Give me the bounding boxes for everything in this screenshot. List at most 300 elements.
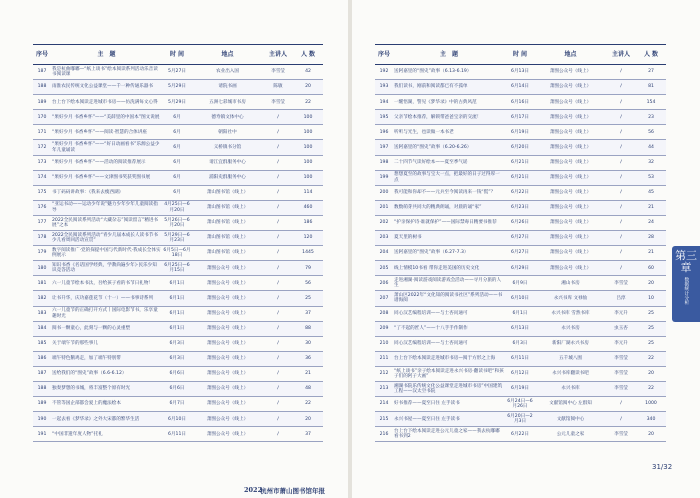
row-title: “果好少月 书香乡怀”——“美薛里的中国本”图文说展 [51,110,162,125]
row-place: 萧图公众号（线上） [192,276,263,291]
row-speaker: 李雪莹 [606,366,636,381]
row-speaker: / [606,200,636,215]
row-count: 25 [636,306,666,321]
header-place: 地点 [535,45,606,65]
table-row [375,231,666,246]
row-title: 二十四节气读好绘本——夏至季气谣 [393,155,505,170]
row-count: 81 [636,80,666,95]
row-speaker: 吕淳 [606,291,636,306]
table-row [375,215,666,230]
row-place: 萧图公众号（线上） [535,95,606,110]
chapter-subtitle: 数据统计分析 [683,277,689,305]
row-number: 190 [33,412,51,427]
table-row [375,276,666,291]
row-count: 21 [636,200,666,215]
row-number: 188 [33,381,51,396]
table-header-row [375,45,666,65]
row-place: 浦阳史群服务中心 [192,170,263,185]
row-title: 听听与光生，也读做一本书老 [393,125,505,140]
row-count: 24 [636,215,666,230]
row-title: “中国非遗年度人物”托礼 [51,427,162,442]
row-count: 56 [636,125,666,140]
row-speaker: / [263,246,293,261]
row-place: 萧图公众号（线上） [535,261,606,276]
row-place: 萧图公众号（线上） [192,351,263,366]
row-time: 5月29日 [162,80,192,95]
row-count: 100 [293,110,323,125]
row-speaker: 李雪莹 [606,427,636,442]
row-number: 180 [33,261,51,276]
table-row [375,185,666,200]
row-time: 6月20日—2月3日 [505,412,535,427]
row-number: 177 [33,215,51,230]
row-count: 56 [293,276,323,291]
table-row [375,366,666,381]
table-row [33,95,323,110]
row-place: 五千城八围 [535,351,606,366]
row-count: 60 [636,261,666,276]
row-count: 79 [293,261,323,276]
row-speaker: / [263,321,293,336]
row-speaker: / [263,200,293,215]
header-count: 人 数 [293,45,323,65]
left-activity-table [33,44,323,442]
row-number: 176 [33,200,51,215]
row-time: 6月27日 [505,246,535,261]
row-place: 萧山图书馆（线上） [192,231,263,246]
row-time: 6月26日 [505,215,535,230]
row-count: 186 [293,215,323,230]
row-speaker: / [606,231,636,246]
row-place: 萧图公众号（线上） [535,155,606,170]
row-speaker: 李元升 [606,336,636,351]
row-count: 30 [293,336,323,351]
row-time: 5月26日—6月20日 [162,215,192,230]
table-row [375,412,666,427]
row-title: 送阿嘉里的“图史”故事（6.20-6.26） [393,140,505,155]
row-speaker: / [263,110,293,125]
row-title: 关于端午节的那些事儿 [51,336,162,351]
table-row [375,170,666,185]
header-title: 主 题 [51,45,162,65]
row-place: 农业出入国 [192,65,263,80]
table-row [375,351,666,366]
table-row [33,155,323,170]
row-place: 萧图公众号（线上） [535,200,606,215]
row-speaker: 李元升 [606,306,636,321]
row-title: 数数萌芽共同大的精典朗诵，对晨的诵“家” [393,200,505,215]
row-number: 201 [375,200,393,215]
row-place: 萧图公众号（线上） [535,65,606,80]
row-time: 6月29日 [505,261,535,276]
row-count: 25 [636,321,666,336]
table-row [375,95,666,110]
row-place: 萧图公众号（线上） [192,366,263,381]
row-speaker: / [263,381,293,396]
row-title: “护亲保护诗·谁就保护”——国际禁毒日精要书推荐 [393,215,505,230]
row-place: 永兴书库 文禄仙 [535,291,606,306]
row-speaker: / [263,261,293,276]
row-count: 48 [293,381,323,396]
row-place: 萧图公众号（线上） [535,80,606,95]
header-title: 主 题 [393,45,505,65]
row-speaker: / [263,306,293,321]
row-title: “亚运书动——运动少年说”魅力少年少年儿童阅读指导 [51,200,162,215]
header-speaker: 主讲人 [606,45,636,65]
row-speaker: / [606,215,636,230]
row-number: 209 [375,321,393,336]
row-number: 215 [375,412,393,427]
row-count: 154 [636,95,666,110]
row-speaker: / [263,351,293,366]
row-number: 186 [33,351,51,366]
row-place: 德寿镇文体中心 [192,110,263,125]
row-place: 萧山图书馆（线上） [192,215,263,230]
table-row [375,291,666,306]
table-row [33,321,323,336]
table-row [33,412,323,427]
row-number: 189 [33,397,51,412]
row-title: 六一儿童节的正确打开方式丨国际电影节书，乐享童趣时光 [51,306,162,321]
row-time: 6月 [162,185,192,200]
row-title: 台上台下绘本阅读走进城市书房——仿洗满每文心得 [51,95,162,110]
row-place: 萧图公众号（线上） [535,231,606,246]
row-time: 6月6日 [162,366,192,381]
table-row [33,261,323,276]
row-place: 五洲七彩城市书房 [192,95,263,110]
row-title: 2022全民阅读系列活动“大藏杂志”阅读留言”精进书展”之本 [51,215,162,230]
row-time: 6月10日 [505,291,535,306]
row-count: 20 [293,80,323,95]
row-number: 183 [33,306,51,321]
row-title: 我们读书，刚前和阅读都已有不孤单 [393,80,505,95]
row-speaker: / [263,427,293,442]
row-number: 173 [33,155,51,170]
table-row [33,246,323,261]
row-time: 6月1日 [505,306,535,321]
row-number: 216 [375,427,393,442]
row-speaker: / [263,185,293,200]
row-title: 同心汉艺编程培训——与士杏问通可 [393,306,505,321]
table-row [375,397,666,412]
row-speaker: / [263,291,293,306]
row-speaker: / [606,170,636,185]
table-header-row [33,45,323,65]
row-number: 182 [33,291,51,306]
row-count: 100 [293,125,323,140]
row-number: 200 [375,185,393,200]
row-count: 28 [636,231,666,246]
table-row [33,306,323,321]
row-title: 书丁码码讲故事：《我来去瘦西湖》 [51,185,162,200]
row-title: 想想夏至的故事与宝大一点，把最好的日子过得厚一点 [393,170,505,185]
row-number: 198 [375,155,393,170]
table-row [375,427,666,442]
row-title: 湘湖书院乐传统文化公益课堂走进城市书房”中国建筑工程——汉太空书院 [393,381,505,396]
row-count: 10 [636,291,666,306]
table-row [375,246,666,261]
row-title: 让书升华，庆功嘉莲花节（十一）——书事诗系列 [51,291,162,306]
table-row [33,200,323,215]
row-number: 171 [33,125,51,140]
row-number: 189 [33,95,51,110]
row-place: 萧山图书馆（线上） [192,200,263,215]
row-title: “果好少月 书香乡怀”——阅读·智慧的合体讲座 [51,125,162,140]
row-title: “果好少月 书香乡怀”——文津图书奖获奖图书展 [51,170,162,185]
row-time: 6月3日 [162,336,192,351]
row-time: 6月24日—6月26日 [505,397,535,412]
row-speaker: / [263,412,293,427]
row-title: 我是杭曲嘟嘟—“纸上谈书”绘本阅读系列活动乐音读书阅读课 [51,65,162,80]
row-number: 194 [375,95,393,110]
row-title: 阅书一颗童心，此刻与一颗的心灵重塑 [51,321,162,336]
row-time: 6月23日 [505,200,535,215]
row-title: 台上台下绘本阅读走进公元儿童之家——我去杭嘟嘟看书到2 [393,427,505,442]
row-count: 20 [636,276,666,291]
footer-year: 2022 [244,486,263,494]
row-number: 172 [33,140,51,155]
row-time: 6月1日 [162,306,192,321]
row-title: 送阿嘉里的“图史”故事（6.13-6.19） [393,65,505,80]
row-number: 199 [375,170,393,185]
row-count: 25 [293,291,323,306]
row-count: 21 [293,366,323,381]
row-title: 雨淮农民传统文化公益课堂——千一种传通乐器书 [51,80,162,95]
row-number: 188 [33,80,51,95]
table-row [33,140,323,155]
row-count: 44 [636,140,666,155]
row-count: 37 [293,306,323,321]
row-time: 5月29日 [162,95,192,110]
row-number: 187 [33,366,51,381]
row-number: 197 [375,140,393,155]
table-row [375,155,666,170]
row-number: 191 [33,427,51,442]
row-place: 文献馆阅中心 [535,412,606,427]
table-row [375,336,666,351]
row-time: 6月19日 [505,381,535,396]
row-place: 请院书画 [192,80,263,95]
row-number: 174 [33,170,51,185]
row-title: 六一儿童节绘本书汰，吾给孩子看的书节日礼物！ [51,276,162,291]
header-no: 序号 [375,45,393,65]
row-speaker: / [263,366,293,381]
row-count: 340 [636,412,666,427]
table-row [33,397,323,412]
table-row [33,231,323,246]
row-number: 187 [33,65,51,80]
row-time: 6月21日 [505,170,535,185]
row-time: 6月14日 [505,80,535,95]
row-number: 212 [375,366,393,381]
row-title: 走进湘湖·阅读游戏阅读游戏会活动——寻月分旅的人生 [393,276,505,291]
row-place: 文献馆阅中心 左群知 [535,397,606,412]
row-speaker: / [606,65,636,80]
row-speaker: 陈敏 [263,80,293,95]
row-count: 100 [293,170,323,185]
row-number: 184 [33,321,51,336]
row-number: 196 [375,125,393,140]
row-place: 萧山图书馆（线上） [192,185,263,200]
header-place: 地点 [192,45,263,65]
row-time: 4月25日—6月20日 [162,200,192,215]
row-count: 20 [293,412,323,427]
row-place: 义桥镇书分馆 [192,140,263,155]
row-place: 萧图公众号（线上） [535,185,606,200]
row-count: 100 [293,155,323,170]
row-place: 萧图公众号（线上） [535,110,606,125]
row-count: 88 [293,321,323,336]
row-place: 萧图公众号（线上） [535,170,606,185]
row-place: 永兴书库翻读书吧 [535,366,606,381]
row-speaker: 李雪莹 [263,65,293,80]
row-speaker: / [606,246,636,261]
row-place: 萧图公众号（线上） [192,427,263,442]
row-count: 22 [636,381,666,396]
row-count: 22 [636,351,666,366]
row-time: 6月 [162,140,192,155]
row-speaker: / [263,155,293,170]
table-row [375,80,666,95]
row-time: 6月13日 [505,65,535,80]
row-time: 6月12日 [505,366,535,381]
row-time: 6月22日 [505,185,535,200]
row-title: 送给我们的“图史”故事（6.6-6.12） [51,366,162,381]
row-time: 6月10日 [162,412,192,427]
row-title: 一起去看《梦华录》之外大宋都的繁华生活 [51,412,162,427]
row-place: 萧图公众号（线上） [535,246,606,261]
row-count: 21 [636,246,666,261]
footer-title: 杭州市萧山图书馆年报 [260,487,325,495]
row-count: 45 [636,185,666,200]
row-speaker: / [606,140,636,155]
table-row [33,80,323,95]
row-time: 6月3日 [162,351,192,366]
row-time: 6月17日 [505,110,535,125]
row-time: 6月 [162,170,192,185]
row-place: 萧图公众号（线上） [192,321,263,336]
row-title: 父亲节绘本推荐，解锁带爸爸宝亲的交流！ [393,110,505,125]
row-title: 我可能和你却不——元兵至今阅读再来一钱“慌”？ [393,185,505,200]
row-place: 萧图公众号（线上） [192,412,263,427]
table-row [33,110,323,125]
row-speaker: / [606,110,636,125]
row-time: 6月16日 [505,95,535,110]
table-row [33,170,323,185]
row-count: 120 [293,231,323,246]
row-count: 1445 [293,246,323,261]
row-time: 6月7日 [162,397,192,412]
row-speaker: / [263,170,293,185]
table-row [375,321,666,336]
row-speaker: / [263,125,293,140]
row-place: 萧图公众号（线上） [192,306,263,321]
row-count: 23 [636,110,666,125]
row-number: 181 [33,276,51,291]
row-count: 32 [636,155,666,170]
row-title: “纸上谈书”亲子绘本阅读走进永兴书房·翻读书吧“和孩子们的阿子大画” [393,366,505,381]
row-speaker: / [606,397,636,412]
row-count: 460 [293,200,323,215]
row-place: 公元儿童之家 [535,427,606,442]
row-number: 206 [375,276,393,291]
row-title: 端午特色鹅鸡走，加了端午特别带 [51,351,162,366]
row-count: 1000 [636,397,666,412]
row-number: 202 [375,215,393,230]
row-speaker: / [606,95,636,110]
table-row [375,381,666,396]
row-title: 台上台下绘本阅读走进城市书房—阅于方形之上海 [393,351,505,366]
row-number: 213 [375,381,393,396]
row-time: 6月 [162,125,192,140]
header-count: 人 数 [636,45,666,65]
row-count: 114 [293,185,323,200]
table-row [375,140,666,155]
row-number: 178 [33,231,51,246]
row-speaker: / [606,412,636,427]
row-title: 永兴书屋——夏至日住 左手读书 [393,412,505,427]
table-row [375,200,666,215]
row-time: 6月5日—6月18日 [162,246,192,261]
row-number: 193 [375,80,393,95]
row-place: 萧图公众号（线上） [192,336,263,351]
table-row [375,261,666,276]
row-place: 永兴书房 [535,321,606,336]
header-time: 时 间 [505,45,535,65]
page-number: 31/32 [652,463,673,471]
row-count: 22 [293,95,323,110]
row-speaker: / [263,276,293,291]
row-title: 萧山区2022年“文化知的阅读书社区”系列活动——书谱海阅 [393,291,505,306]
row-number: 170 [33,110,51,125]
row-time: 6月27日 [505,231,535,246]
table-row [33,185,323,200]
row-speaker: 虫玉杏 [606,321,636,336]
table-row [33,291,323,306]
table-row [33,381,323,396]
row-speaker: / [263,231,293,246]
row-time: 6月21日 [505,155,535,170]
row-place: 永兴书库 [535,381,606,396]
row-number: 207 [375,291,393,306]
row-time: 6月11日 [505,351,535,366]
chapter-tab[interactable] [672,246,700,322]
row-time: 6月11日 [162,427,192,442]
row-count: 42 [293,65,323,80]
row-time: 6月9日 [505,276,535,291]
row-time: 6月6日 [162,381,192,396]
row-number: 208 [375,306,393,321]
right-activity-table [375,44,666,442]
row-title: “果好少月 书香乡怀”——“好日动画看书”乐源公益少年儿童诵读 [51,140,162,155]
table-row [33,65,323,80]
row-time: 6月22日 [505,427,535,442]
row-place: 萧图公众号（线上） [535,215,606,230]
chapter-label: 第三章 [675,249,697,274]
row-count: 53 [636,170,666,185]
row-count: 22 [293,397,323,412]
row-title: 夏天里的树书 [393,231,505,246]
row-speaker: 李雪莹 [606,381,636,396]
row-time: 6月1日 [162,291,192,306]
row-time: 6月 [162,155,192,170]
row-count: 36 [293,351,323,366]
row-number: 204 [375,246,393,261]
row-title: 不管等国企部都会爱上的魔法绘本 [51,397,162,412]
row-number: 179 [33,246,51,261]
row-time: 6月3日 [505,336,535,351]
row-count: 20 [636,366,666,381]
